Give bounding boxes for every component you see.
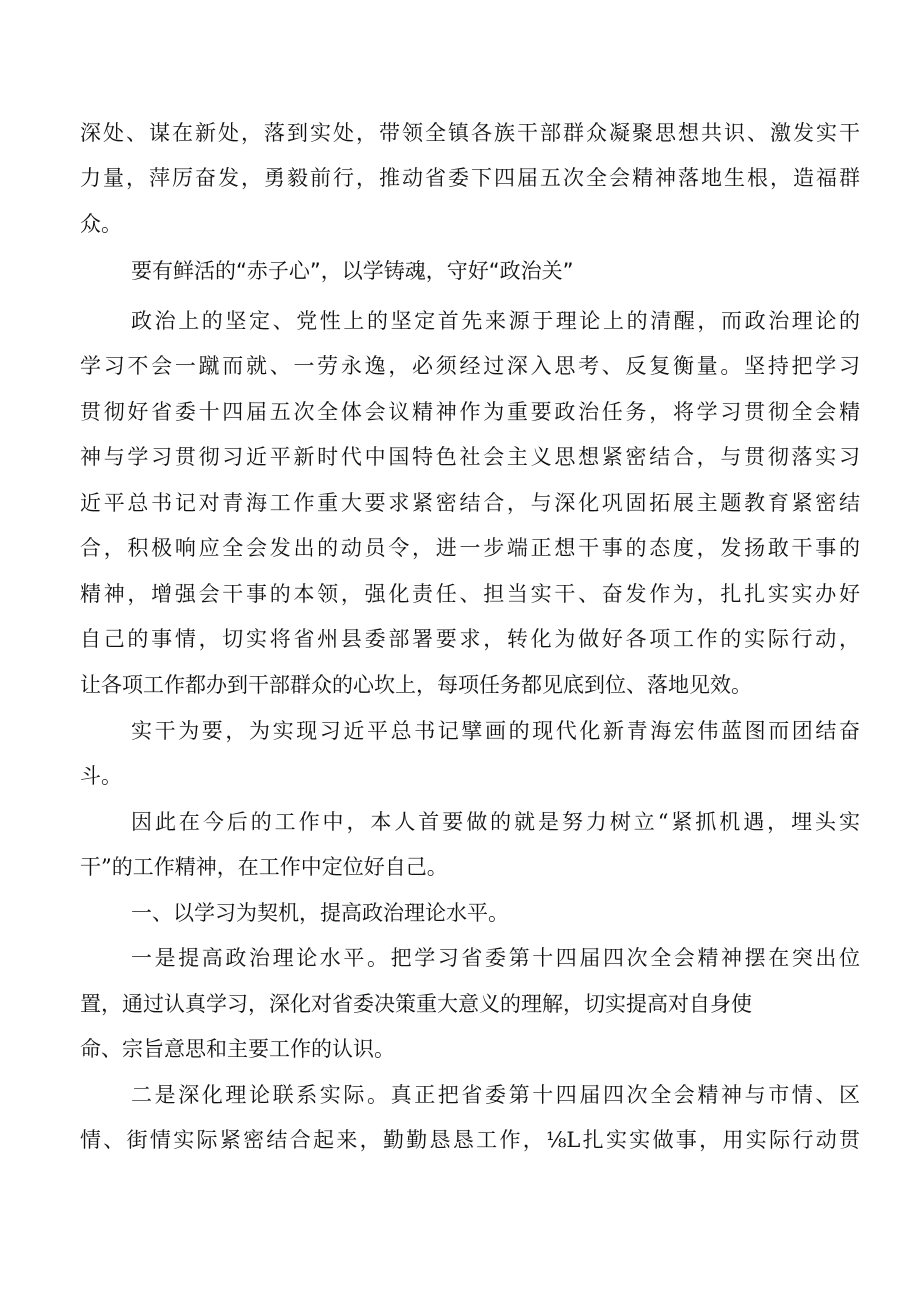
paragraph-line: 置，通过认真学习，深化对省委决策重大意义的理解，切实提高对自身使	[80, 992, 752, 1016]
paragraph-line: 学习不会一蹴而就、一劳永逸，必须经过深入思考、反复衡量。坚持把学习	[80, 354, 860, 378]
paragraph-line: 让各项工作都办到干部群众的心坎上，每项任务都见底到位、落地见效。	[80, 673, 752, 697]
paragraph-line: 力量，萍厉奋发，勇毅前行，推动省委下四届五次全会精神落地生根，造福群	[80, 166, 860, 190]
paragraph-line: 自己的事情，切实将省州县委部署要求，转化为做好各项工作的实际行动，	[80, 627, 860, 651]
paragraph-line: 贯彻好省委十四届五次全体会议精神作为重要政治任务，将学习贯彻全会精	[80, 400, 860, 424]
paragraph-line: 神与学习贯彻习近平新时代中国特色社会主义思想紧密结合，与贯彻落实习	[80, 445, 860, 469]
paragraph-line: 命、宗旨意思和主要工作的认识。	[80, 1037, 395, 1061]
paragraph-line: 情、街情实际紧密结合起来，勤勤恳恳工作，⅛L扎实实做事，用实际行动贯	[80, 1128, 860, 1152]
paragraph-line: 深处、谋在新处，落到实处，带领全镇各族干部群众凝聚思想共识、激发实干	[80, 121, 860, 145]
paragraph-line: 政治上的坚定、党性上的坚定首先来源于理论上的清醒，而政治理论的	[131, 309, 860, 333]
paragraph-line: 一是提高政治理论水平。把学习省委第十四届四次全会精神摆在突出位	[131, 946, 860, 970]
section-heading: 要有鲜活的“赤子心”，以学铸魂，守好“政治关”	[131, 259, 574, 283]
paragraph-line: 干”的工作精神，在工作中定位好自己。	[80, 855, 448, 879]
paragraph-line: 合，积极响应全会发出的动员令，进一步端正想干事的态度，发扬敢干事的	[80, 536, 860, 560]
paragraph-line: 实干为要，为实现习近平总书记擘画的现代化新青海宏伟蓝图而团结奋	[131, 719, 860, 743]
paragraph-line: 二是深化理论联系实际。真正把省委第十四届四次全会精神与市情、区	[131, 1083, 860, 1107]
paragraph-line: 斗。	[80, 764, 122, 788]
section-heading: 一、以学习为契机，提高政治理论水平。	[131, 901, 509, 925]
paragraph-line: 精神，增强会干事的本领，强化责任、担当实干、奋发作为，扎扎实实办好	[80, 582, 860, 606]
paragraph-line: 众。	[80, 212, 122, 236]
paragraph-line: 近平总书记对青海工作重大要求紧密结合，与深化巩固拓展主题教育紧密结	[80, 491, 860, 515]
paragraph-line: 因此在今后的工作中，本人首要做的就是努力树立“紧抓机遇，埋头实	[131, 810, 860, 834]
